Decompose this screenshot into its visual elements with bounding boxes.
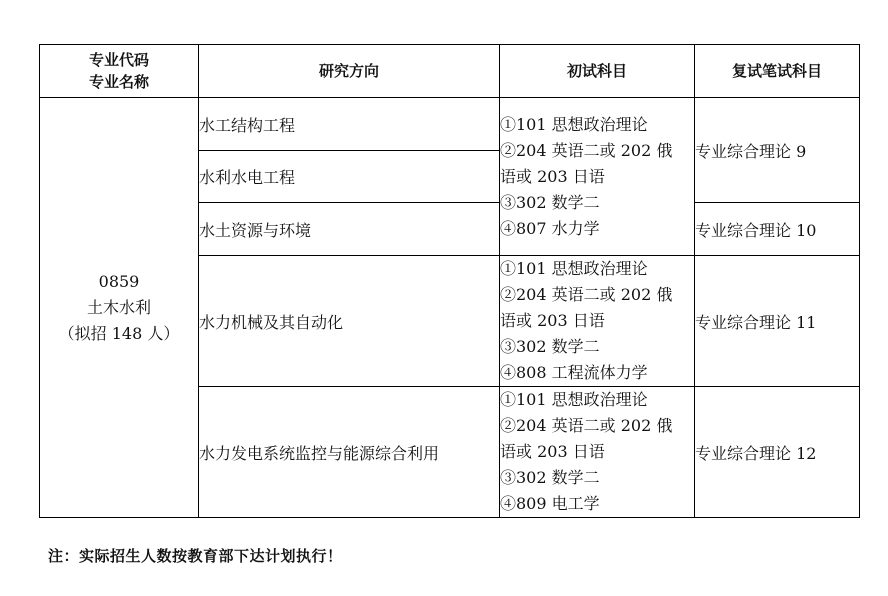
major-quota: （拟招 148 人）	[58, 323, 180, 343]
subject-line: ④807 水力学	[500, 218, 600, 238]
major-code: 0859	[98, 271, 140, 291]
header-retest-exam: 复试笔试科目	[695, 45, 860, 98]
subjects-cell	[500, 387, 695, 518]
subject-line: ②204 英语二或 202 俄	[500, 416, 673, 435]
retest-cell: 专业综合理论 11	[695, 256, 860, 387]
direction-cell: 水力发电系统监控与能源综合利用	[199, 387, 500, 518]
retest-cell: 专业综合理论 10	[695, 203, 860, 256]
retest-cell: 专业综合理论 9	[695, 98, 860, 203]
direction-cell: 水土资源与环境	[199, 203, 500, 256]
footnote: 注：实际招生人数按教育部下达计划执行！	[48, 547, 343, 565]
subject-line: 语或 203 日语	[500, 166, 605, 186]
subject-line: ③302 数学二	[500, 337, 600, 356]
header-direction: 研究方向	[199, 45, 500, 98]
direction-cell: 水力机械及其自动化	[199, 256, 500, 387]
subjects-cell	[500, 256, 695, 387]
direction-cell: 水工结构工程	[199, 98, 500, 151]
subject-line: ④809 电工学	[500, 494, 600, 513]
subject-line: ③302 数学二	[500, 192, 600, 212]
subject-line: 语或 203 日语	[500, 311, 605, 330]
table-row	[40, 98, 860, 151]
direction-cell: 水利水电工程	[199, 151, 500, 203]
subject-line: ①101 思想政治理论	[500, 114, 648, 134]
subjects-cell	[500, 98, 695, 256]
major-cell	[40, 98, 199, 518]
header-row	[40, 45, 860, 98]
header-major-code	[40, 45, 199, 98]
header-major-code-line1: 专业代码	[88, 51, 149, 69]
header-major-code-line2: 专业名称	[88, 73, 149, 91]
header-initial-exam: 初试科目	[500, 45, 695, 98]
subject-line: ①101 思想政治理论	[500, 259, 648, 278]
subject-line: 语或 203 日语	[500, 442, 605, 461]
subject-line: ③302 数学二	[500, 468, 600, 487]
subject-line: ②204 英语二或 202 俄	[500, 285, 673, 304]
retest-cell: 专业综合理论 12	[695, 387, 860, 518]
admissions-table	[39, 44, 860, 518]
subject-line: ④808 工程流体力学	[500, 363, 648, 382]
major-name: 土木水利	[86, 297, 151, 317]
subject-line: ①101 思想政治理论	[500, 390, 648, 409]
subject-line: ②204 英语二或 202 俄	[500, 140, 673, 160]
